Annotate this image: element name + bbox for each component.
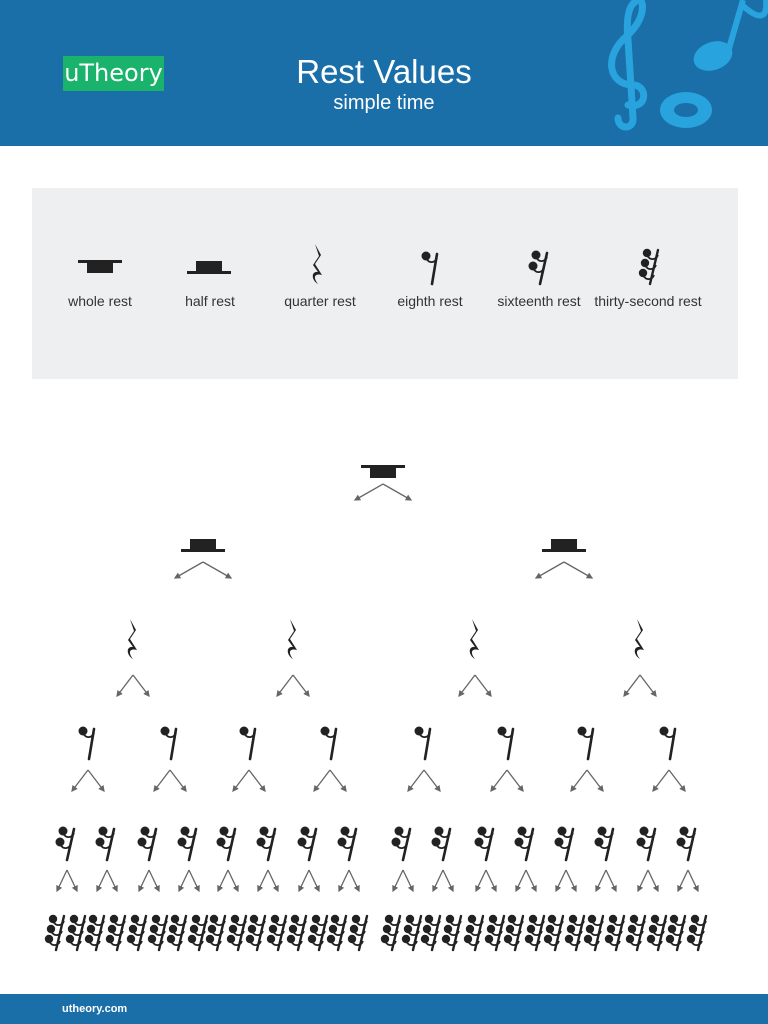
split-arrow (139, 870, 149, 891)
thirty-second-rest-icon (605, 915, 624, 950)
thirty-second-rest-icon (381, 915, 400, 950)
thirty-second-rest-icon (687, 915, 706, 950)
thirty-second-rest-icon (127, 915, 146, 950)
sixteenth-rest-icon (217, 827, 236, 861)
split-arrow (277, 675, 293, 696)
sixteenth-rest-icon (138, 827, 157, 861)
split-arrow (97, 870, 107, 891)
sixteenth-rest-icon (637, 827, 656, 861)
split-arrow (507, 770, 523, 791)
split-arrow (179, 870, 189, 891)
music-notes-decoration-icon (598, 0, 768, 146)
split-arrow (516, 870, 526, 891)
page-subtitle: simple time (333, 92, 435, 114)
split-arrow (624, 675, 640, 696)
legend-quarter-rest (265, 188, 375, 379)
eighth-rest-icon (240, 727, 256, 760)
split-arrow (475, 675, 491, 696)
quarter-rest-icon (288, 619, 297, 659)
thirty-second-rest-icon (565, 915, 584, 950)
thirty-second-rest-icon (66, 915, 85, 950)
split-arrow (536, 562, 564, 578)
split-arrow (314, 770, 330, 791)
thirty-second-rest-icon (267, 915, 286, 950)
thirty-second-rest-icon (206, 915, 225, 950)
quarter-rest-icon (470, 619, 479, 659)
quarter-rest-icon (635, 619, 644, 659)
sixteenth-rest-icon (298, 827, 317, 861)
thirty-second-rest-icon (504, 915, 523, 950)
eighth-rest-icon (375, 188, 485, 288)
legend-half-rest (155, 188, 265, 379)
split-arrow (349, 870, 359, 891)
legend-whole-rest (45, 188, 155, 379)
thirty-second-rest-icon (227, 915, 246, 950)
split-arrow (433, 870, 443, 891)
thirty-second-rest-icon (442, 915, 461, 950)
thirty-second-rest-icon (666, 915, 685, 950)
split-arrow (648, 870, 658, 891)
split-arrow (653, 770, 669, 791)
split-arrow (640, 675, 656, 696)
thirty-second-rest-icon (626, 915, 645, 950)
thirty-second-rest-icon (106, 915, 125, 950)
half-rest-icon (542, 539, 586, 552)
thirty-second-rest-icon (246, 915, 265, 950)
thirty-second-rest-icon (647, 915, 666, 950)
page-title: Rest Values (296, 53, 472, 90)
rest-legend (32, 188, 738, 379)
split-arrow (424, 770, 440, 791)
thirty-second-rest-icon (287, 915, 306, 950)
footer-bar (0, 994, 768, 1024)
sixteenth-rest-icon (56, 827, 75, 861)
sixteenth-rest-icon (392, 827, 411, 861)
thirty-second-rest-icon (167, 915, 186, 950)
legend-label: eighth rest (397, 293, 463, 309)
split-arrow (268, 870, 278, 891)
sixteenth-rest-icon (96, 827, 115, 861)
legend-label: sixteenth rest (497, 293, 581, 309)
split-arrow (203, 562, 231, 578)
eighth-rest-icon (498, 727, 514, 760)
split-arrow (678, 870, 688, 891)
eighth-rest-icon (161, 727, 177, 760)
half-rest-icon (155, 188, 265, 288)
split-arrow (564, 562, 592, 578)
split-arrow (526, 870, 536, 891)
eighth-rest-icon (578, 727, 594, 760)
sixteenth-rest-icon (338, 827, 357, 861)
split-arrow (299, 870, 309, 891)
thirty-second-rest-icon (85, 915, 104, 950)
legend-label: thirty-second rest (594, 293, 702, 309)
split-arrow (72, 770, 88, 791)
legend-sixteenth-rest (484, 188, 594, 379)
split-arrow (107, 870, 117, 891)
split-arrow (258, 870, 268, 891)
split-arrow (491, 770, 507, 791)
split-arrow (606, 870, 616, 891)
split-arrow (175, 562, 203, 578)
split-arrow (133, 675, 149, 696)
split-arrow (669, 770, 685, 791)
sixteenth-rest-icon (178, 827, 197, 861)
split-arrow (249, 770, 265, 791)
thirty-second-rest-icon (464, 915, 483, 950)
split-arrow (587, 770, 603, 791)
thirty-second-rest-icon (45, 915, 64, 950)
thirty-second-rest-icon (525, 915, 544, 950)
legend-label: half rest (185, 293, 235, 309)
thirty-second-rest-icon (188, 915, 207, 950)
split-arrow (408, 770, 424, 791)
split-arrow (218, 870, 228, 891)
rest-value-tree (0, 440, 768, 960)
split-arrow (443, 870, 453, 891)
whole-rest-icon (45, 188, 155, 288)
thirty-second-rest-icon (485, 915, 504, 950)
thirty-second-rest-icon (308, 915, 327, 950)
utheory-logo[interactable]: uTheory (63, 56, 164, 91)
whole-rest-icon (361, 465, 405, 478)
split-arrow (571, 770, 587, 791)
quarter-rest-icon (128, 619, 137, 659)
split-arrow (566, 870, 576, 891)
sixteenth-rest-icon (432, 827, 451, 861)
split-arrow (339, 870, 349, 891)
split-arrow (355, 484, 383, 500)
eighth-rest-icon (321, 727, 337, 760)
legend-thirty-second-rest (593, 188, 703, 379)
sixteenth-rest-icon (257, 827, 276, 861)
thirty-second-rest-icon (421, 915, 440, 950)
split-arrow (228, 870, 238, 891)
split-arrow (403, 870, 413, 891)
thirty-second-rest-icon (402, 915, 421, 950)
split-arrow (309, 870, 319, 891)
eighth-rest-icon (79, 727, 95, 760)
split-arrow (88, 770, 104, 791)
split-arrow (67, 870, 77, 891)
legend-label: whole rest (68, 293, 132, 309)
split-arrow (383, 484, 411, 500)
split-arrow (293, 675, 309, 696)
split-arrow (149, 870, 159, 891)
sixteenth-rest-icon (677, 827, 696, 861)
thirty-second-rest-icon (593, 188, 703, 288)
split-arrow (117, 675, 133, 696)
thirty-second-rest-icon (327, 915, 346, 950)
thirty-second-rest-icon (584, 915, 603, 950)
legend-label: quarter rest (284, 293, 356, 309)
eighth-rest-icon (415, 727, 431, 760)
split-arrow (476, 870, 486, 891)
sixteenth-rest-icon (515, 827, 534, 861)
sixteenth-rest-icon (475, 827, 494, 861)
thirty-second-rest-icon (544, 915, 563, 950)
split-arrow (556, 870, 566, 891)
legend-eighth-rest (375, 188, 485, 379)
split-arrow (688, 870, 698, 891)
split-arrow (233, 770, 249, 791)
footer-url[interactable]: utheory.com (62, 1003, 128, 1015)
split-arrow (330, 770, 346, 791)
thirty-second-rest-icon (148, 915, 167, 950)
split-arrow (486, 870, 496, 891)
eighth-rest-icon (660, 727, 676, 760)
header-banner (0, 0, 768, 146)
half-rest-icon (181, 539, 225, 552)
split-arrow (189, 870, 199, 891)
quarter-rest-icon (265, 188, 375, 288)
split-arrow (154, 770, 170, 791)
split-arrow (459, 675, 475, 696)
split-arrow (57, 870, 67, 891)
sixteenth-rest-icon (555, 827, 574, 861)
split-arrow (638, 870, 648, 891)
sixteenth-rest-icon (484, 188, 594, 288)
split-arrow (170, 770, 186, 791)
split-arrow (393, 870, 403, 891)
split-arrow (596, 870, 606, 891)
sixteenth-rest-icon (595, 827, 614, 861)
thirty-second-rest-icon (348, 915, 367, 950)
